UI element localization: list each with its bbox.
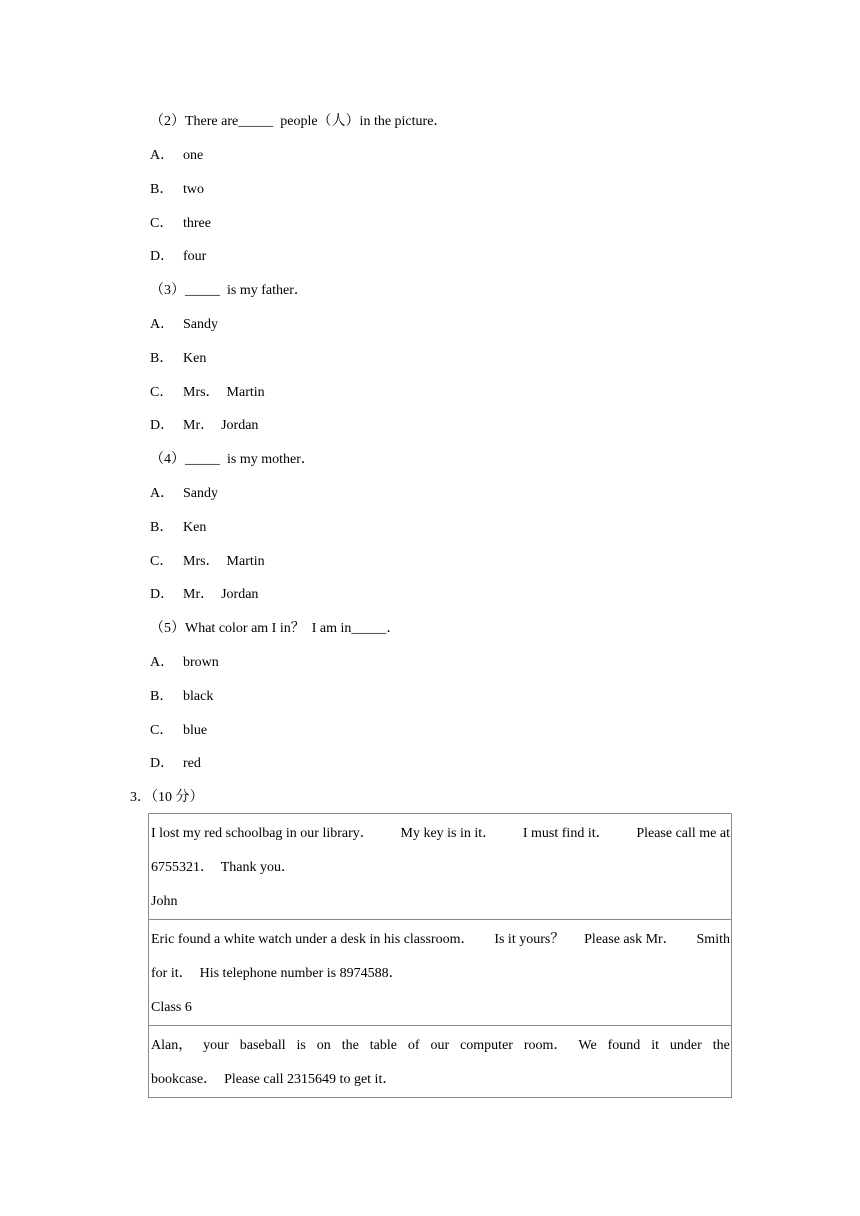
- option-text: Sandy: [183, 317, 218, 332]
- notice-word: on: [316, 1038, 331, 1053]
- option-letter: B．: [150, 351, 174, 366]
- notice-1-line-1: [151, 825, 730, 843]
- option-letter: C．: [150, 554, 174, 569]
- notice-word: We: [578, 1038, 597, 1053]
- option-text: Mr． Jordan: [183, 587, 259, 602]
- question-4-option-d[interactable]: [150, 586, 258, 604]
- option-text: Mrs． Martin: [183, 554, 265, 569]
- question-4-option-c[interactable]: [150, 553, 265, 571]
- option-text: three: [183, 216, 211, 231]
- notice-word: baseball: [239, 1038, 286, 1053]
- notice-word: Please call me at: [636, 826, 730, 841]
- option-letter: A．: [150, 148, 175, 163]
- option-text: Ken: [183, 520, 207, 535]
- option-letter: C．: [150, 723, 174, 738]
- option-text: blue: [183, 723, 208, 738]
- notice-word: under: [669, 1038, 702, 1053]
- notice-word: My key is in it．: [400, 826, 497, 841]
- option-text: one: [183, 148, 204, 163]
- question-5-stem: （5）What color am I in？ I am in_____．: [150, 621, 401, 636]
- question-5-option-a[interactable]: [150, 654, 219, 672]
- question-3-option-d[interactable]: [150, 417, 258, 435]
- notice-word: Please ask Mr．: [584, 932, 677, 947]
- option-letter: B．: [150, 182, 174, 197]
- question-2-option-b[interactable]: [150, 181, 204, 199]
- question-2-option-c[interactable]: [150, 215, 211, 233]
- option-letter: D．: [150, 587, 175, 602]
- notice-word: your: [203, 1038, 229, 1053]
- option-text: Mr． Jordan: [183, 418, 259, 433]
- question-2-option-d[interactable]: [150, 248, 206, 266]
- notice-2-line-1: [151, 931, 730, 949]
- question-3-option-a[interactable]: [150, 316, 218, 334]
- notice-word: Eric found a white watch under a desk in his classroom．: [151, 932, 475, 947]
- option-text: brown: [183, 655, 219, 670]
- notice-word: Is it yours？: [494, 932, 565, 947]
- option-letter: C．: [150, 216, 174, 231]
- question-3-option-b[interactable]: [150, 350, 206, 368]
- notice-word: room．: [523, 1038, 568, 1053]
- option-text: Mrs． Martin: [183, 385, 265, 400]
- notice-word: table: [369, 1038, 397, 1053]
- question-5-option-c[interactable]: [150, 722, 207, 740]
- notices-table: [148, 813, 732, 1098]
- notice-2-line-2: for it． His telephone number is 8974588．: [151, 966, 403, 981]
- notice-2-signature: Class 6: [151, 1000, 192, 1015]
- notice-word: computer: [460, 1038, 513, 1053]
- question-5-option-b[interactable]: [150, 688, 213, 706]
- section-3-heading: 3．（10 分）: [130, 790, 204, 805]
- option-letter: A．: [150, 486, 175, 501]
- question-3-stem: （3）_____ is my father．: [150, 283, 308, 298]
- option-letter: D．: [150, 756, 175, 771]
- question-4-stem: （4）_____ is my mother．: [150, 452, 315, 467]
- notice-word: it: [651, 1038, 659, 1053]
- option-letter: C．: [150, 385, 174, 400]
- notice-1-signature: John: [151, 894, 178, 909]
- option-letter: B．: [150, 689, 174, 704]
- option-text: two: [183, 182, 204, 197]
- notice-word: our: [430, 1038, 450, 1053]
- option-text: Ken: [183, 351, 207, 366]
- option-letter: A．: [150, 655, 175, 670]
- option-text: Sandy: [183, 486, 218, 501]
- notice-1-line-2: 6755321． Thank you．: [151, 860, 296, 875]
- notice-word: is: [296, 1038, 306, 1053]
- option-letter: D．: [150, 249, 175, 264]
- notice-2: [149, 920, 731, 1026]
- question-4-option-a[interactable]: [150, 485, 218, 503]
- option-letter: D．: [150, 418, 175, 433]
- notice-word: the: [712, 1038, 730, 1053]
- notice-word: Smith: [696, 932, 730, 947]
- notice-word: I lost my red schoolbag in our library．: [151, 826, 374, 841]
- option-text: red: [183, 756, 201, 771]
- notice-3-line-2: bookcase． Please call 2315649 to get it．: [151, 1072, 397, 1087]
- question-3-option-c[interactable]: [150, 384, 265, 402]
- notice-word: of: [407, 1038, 420, 1053]
- question-4-option-b[interactable]: [150, 519, 206, 537]
- notice-word: the: [341, 1038, 359, 1053]
- question-5-option-d[interactable]: [150, 755, 201, 773]
- notice-word: found: [607, 1038, 641, 1053]
- notice-word: Alan，: [151, 1038, 193, 1053]
- notice-1: [149, 814, 731, 920]
- notice-3: [149, 1026, 731, 1097]
- option-letter: A．: [150, 317, 175, 332]
- option-letter: B．: [150, 520, 174, 535]
- option-text: four: [183, 249, 207, 264]
- question-2-option-a[interactable]: [150, 147, 203, 165]
- notice-word: I must find it．: [522, 826, 610, 841]
- question-2-stem: （2）There are_____ people（人）in the picture．: [150, 114, 448, 129]
- option-text: black: [183, 689, 214, 704]
- notice-3-line-1: [151, 1037, 730, 1055]
